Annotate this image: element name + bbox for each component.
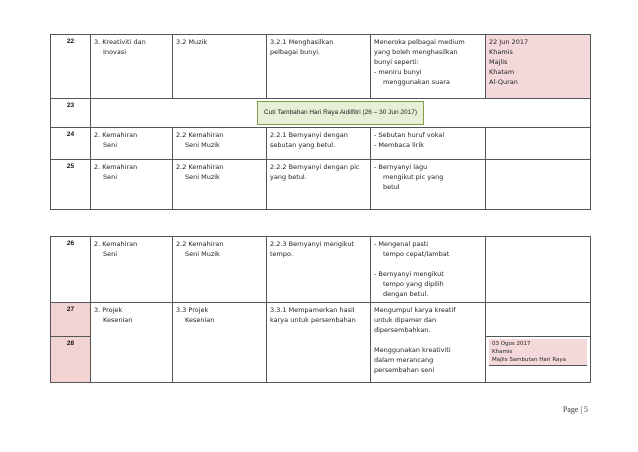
activity-cell: - Bernyanyi lagu mengikut pic yang betul [371, 160, 486, 210]
topic-cell: 3.3 Projek Kesenian [173, 303, 267, 383]
activity-cell: Mengumpul karya kreatif untuk dipamer dan dipersembahkan. Menggunakan kreativiti dalam merancang persembahan seni [371, 303, 486, 383]
standard-cell: 2. Kemahiran Seni [91, 128, 173, 160]
topic-cell: 2.2 Kemahiran Seni Muzik [173, 160, 267, 210]
learning-standard-cell: 2.2.1 Bernyanyi dengan sebutan yang betul. [267, 128, 371, 160]
holiday-row [51, 99, 591, 128]
learning-standard-cell: 3.2.1 Menghasilkan pelbagai bunyi. [267, 35, 371, 99]
empty-note-cell [486, 303, 591, 337]
learning-standard-cell: 2.2.3 Bernyanyi mengikut tempo. [267, 237, 371, 303]
standard-cell: 2. Kemahiran Seni [91, 237, 173, 303]
table-row [51, 303, 591, 337]
week-number: 28 [51, 337, 91, 383]
topic-cell: 3.2 Muzik [173, 35, 267, 99]
event-note-cell [486, 337, 591, 383]
empty-note-cell [486, 128, 591, 160]
event-note: 03 Ogos 2017 Khamis Majlis Sambutan Hari Raya [489, 339, 587, 366]
holiday-banner-cell [91, 99, 591, 128]
standard-cell: 3. Kreativiti dan Inovasi [91, 35, 173, 99]
table-row [51, 160, 591, 210]
event-note: 22 Jun 2017 Khamis Majlis Khatam Al-Quran [486, 35, 591, 99]
page-number: Page | 5 [562, 405, 588, 414]
learning-standard-cell: 2.2.2 Bernyanyi dengan pic yang betul. [267, 160, 371, 210]
week-number: 26 [51, 237, 91, 303]
empty-note-cell [486, 160, 591, 210]
table-row [51, 237, 591, 303]
week-number: 25 [51, 160, 91, 210]
activity-cell: Meneroka pelbagai medium yang boleh menghasilkan bunyi seperti: - meniru bunyi menggunakan suara [371, 35, 486, 99]
topic-cell: 2.2 Kemahiran Seni Muzik [173, 237, 267, 303]
activity-cell: - Mengenal pasti tempo cepat/lambat - Bernyanyi mengikut tempo yang dipilih dengan betul. [371, 237, 486, 303]
learning-standard-cell: 3.3.1 Mempamerkan hasil karya untuk persembahan [267, 303, 371, 383]
activity-cell: - Sebutan huruf vokal - Membaca lirik [371, 128, 486, 160]
week-number: 23 [51, 99, 91, 128]
week-number: 22 [51, 35, 91, 99]
topic-cell: 2.2 Kemahiran Seni Muzik [173, 128, 267, 160]
standard-cell: 2. Kemahiran Seni [91, 160, 173, 210]
week-number: 24 [51, 128, 91, 160]
schedule-table-2 [50, 236, 591, 383]
standard-cell: 3. Projek Kesenian [91, 303, 173, 383]
table-row [51, 128, 591, 160]
empty-note-cell [486, 237, 591, 303]
schedule-table-1 [50, 34, 591, 210]
table-row [51, 35, 591, 99]
holiday-banner: Cuti Tambahan Hari Raya Aidilfitri (26 – 30 Jun 2017) [257, 101, 424, 125]
week-number: 27 [51, 303, 91, 337]
